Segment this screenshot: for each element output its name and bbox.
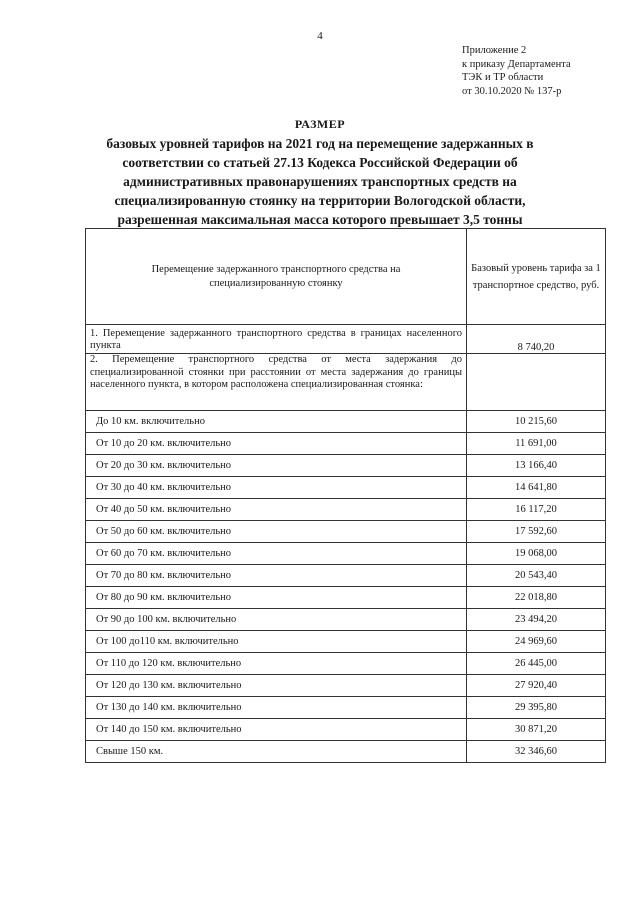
distance-label: От 40 до 50 км. включительно [86,499,467,521]
tariff-value: 23 494,20 [467,609,606,631]
table-row [86,543,606,565]
distance-label: От 90 до 100 км. включительно [86,609,467,631]
tariff-value: 20 543,40 [467,565,606,587]
distance-label: От 140 до 150 км. включительно [86,719,467,741]
distance-label: От 130 до 140 км. включительно [86,697,467,719]
distance-label: От 50 до 60 км. включительно [86,521,467,543]
table-row [86,521,606,543]
distance-label: От 20 до 30 км. включительно [86,455,467,477]
table-header-row [86,229,606,325]
table-row [86,587,606,609]
table-row [86,675,606,697]
appendix-line: к приказу Департамента [462,58,571,70]
tariff-value: 29 395,80 [467,697,606,719]
header-description: Перемещение задержанного транспортного средства на специализированную стоянку [86,229,467,325]
appendix-line: от 30.10.2020 № 137-р [462,85,562,97]
distance-label: От 10 до 20 км. включительно [86,433,467,455]
tariff-value: 14 641,80 [467,477,606,499]
appendix-line: ТЭК и ТР области [462,72,544,83]
table-row [86,354,606,411]
row-value: 8 740,20 [467,325,606,354]
table-row [86,719,606,741]
distance-label: От 80 до 90 км. включительно [86,587,467,609]
distance-label: До 10 км. включительно [86,411,467,433]
distance-label: От 120 до 130 км. включительно [86,675,467,697]
tariff-value: 32 346,60 [467,741,606,763]
row-label: 1. Перемещение задержанного транспортного средства в границах населенного пункта [86,325,467,354]
table-row [86,609,606,631]
distance-label: От 110 до 120 км. включительно [86,653,467,675]
table-row [86,631,606,653]
table-row [86,477,606,499]
tariff-value: 30 871,20 [467,719,606,741]
tariff-value: 27 920,40 [467,675,606,697]
title-heading: РАЗМЕР [294,117,346,131]
tariff-value: 16 117,20 [467,499,606,521]
tariff-value: 24 969,60 [467,631,606,653]
table-row [86,565,606,587]
tariff-table [85,228,606,763]
table-row [86,741,606,763]
title-line: соответствии со статьей 27.13 Кодекса Российской Федерации об [122,155,518,170]
table-row [86,433,606,455]
appendix-block [462,44,571,98]
row-label: 2. Перемещение транспортного средства от места задержания до специализированной стоянки при расстоянии от места задержания до границы населенного пункта, в котором расположена специализированная стоянка: [86,354,467,411]
tariff-value: 13 166,40 [467,455,606,477]
row-value-empty [467,354,606,411]
tariff-value: 17 592,60 [467,521,606,543]
tariff-value: 11 691,00 [467,433,606,455]
page-number: 4 [317,30,323,42]
table-row [86,411,606,433]
table-row [86,455,606,477]
title-line: специализированную стоянку на территории Вологодской области, [114,193,526,208]
distance-label: От 30 до 40 км. включительно [86,477,467,499]
appendix-line: Приложение 2 [462,45,527,56]
table-row [86,499,606,521]
tariff-value: 26 445,00 [467,653,606,675]
document-title [80,115,560,229]
distance-label: От 70 до 80 км. включительно [86,565,467,587]
table-row [86,325,606,354]
title-line: разрешенная максимальная масса которого превышает 3,5 тонны [117,212,523,227]
distance-label: От 100 до110 км. включительно [86,631,467,653]
header-tariff: Базовый уровень тарифа за 1 транспортное средство, руб. [467,229,606,325]
distance-label: Свыше 150 км. [86,741,467,763]
table-row [86,653,606,675]
tariff-value: 19 068,00 [467,543,606,565]
tariff-value: 22 018,80 [467,587,606,609]
title-line: базовых уровней тарифов на 2021 год на перемещение задержанных в [106,136,534,151]
title-line: административных правонарушениях транспортных средств на [123,174,517,189]
table-row [86,697,606,719]
distance-label: От 60 до 70 км. включительно [86,543,467,565]
tariff-value: 10 215,60 [467,411,606,433]
